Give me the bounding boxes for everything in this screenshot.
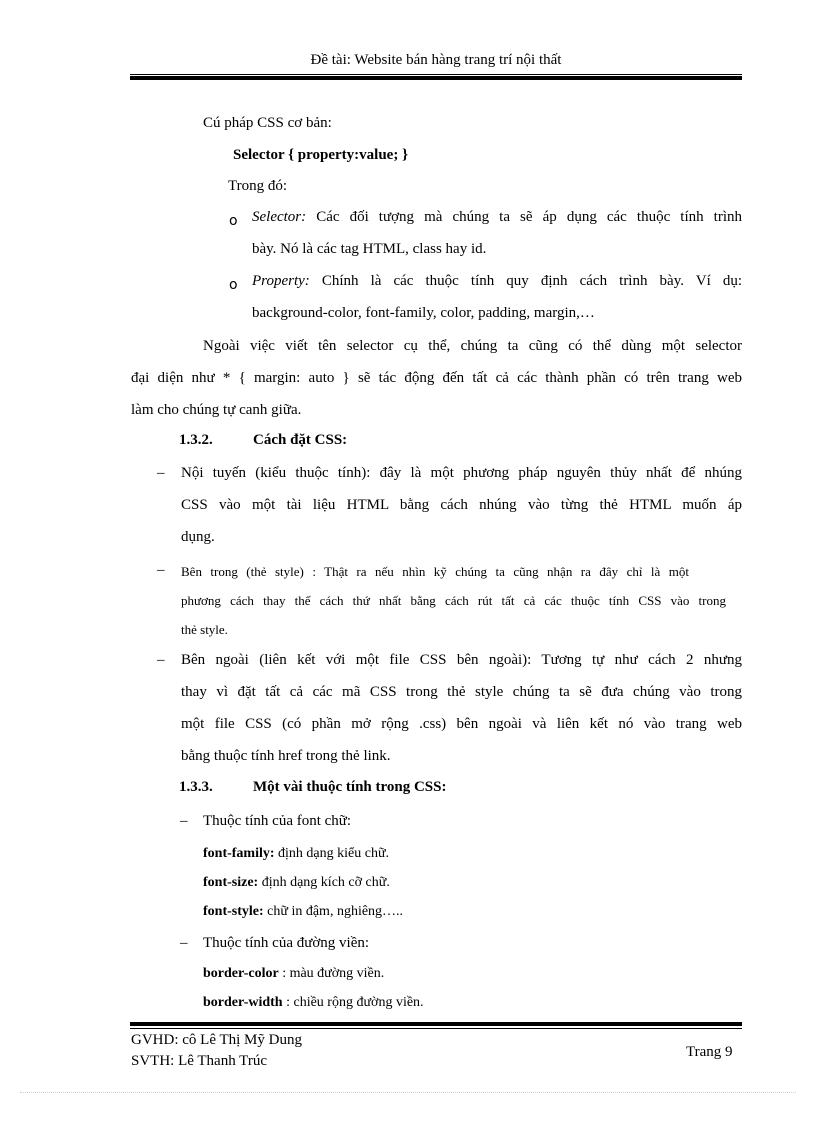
dash-icon: –: [157, 465, 165, 481]
footer-gvhd: GVHD: cô Lê Thị Mỹ Dung: [131, 1032, 302, 1048]
internal-line3: thẻ style.: [181, 622, 228, 637]
external-line4: bằng thuộc tính href trong thẻ link.: [181, 748, 391, 764]
internal-line1: Bên trong (thẻ style) : Thật ra nếu nhìn kỹ chúng ta cũng nhận ra đây chỉ là một: [181, 564, 689, 579]
font-prop-item: [203, 846, 389, 862]
selector-line1: [252, 209, 742, 226]
external-line3: một file CSS (có phần mở rộng .css) bên ngoài và liên kết nó vào trang web: [181, 716, 742, 732]
font-prop-item: [203, 875, 390, 891]
border-prop-item: [203, 966, 384, 982]
para-line3: làm cho chúng tự canh giữa.: [131, 402, 302, 418]
section-title-133: Một vài thuộc tính trong CSS:: [253, 779, 447, 795]
where-label: Trong đó:: [228, 178, 288, 194]
prop-name: border-color: [203, 966, 279, 981]
header-rule-thin: [130, 74, 742, 75]
footer-svth: SVTH: Lê Thanh Trúc: [131, 1053, 267, 1069]
dash-icon: –: [157, 652, 165, 668]
para-line2: đại diện như * { margin: auto } sẽ tác động đến tất cả các thành phần có trên trang web: [131, 370, 742, 386]
footer-rule-thin: [130, 1028, 742, 1029]
prop-name: border-width: [203, 995, 283, 1010]
dash-icon: –: [180, 813, 188, 829]
prop-name: font-size:: [203, 875, 259, 890]
document-header-title: Đề tài: Website bán hàng trang trí nội thất: [310, 52, 562, 68]
property-line2: background-color, font-family, color, padding, margin,…: [252, 305, 595, 321]
internal-line2: phương cách thay thế cách thứ nhất bằng cách rút tất cả các thuộc tính CSS vào trong: [181, 593, 726, 608]
prop-name: font-style:: [203, 904, 264, 919]
para-line1: Ngoài việc viết tên selector cụ thể, chúng ta cũng có thể dùng một selector: [203, 338, 742, 354]
property-line1: [252, 273, 742, 290]
prop-desc: chữ in đậm, nghiêng…..: [267, 904, 404, 919]
border-props-heading: Thuộc tính của đường viền:: [203, 935, 370, 951]
prop-desc: : chiều rộng đường viền.: [286, 995, 424, 1010]
header-rule-thick: [130, 76, 742, 80]
dash-icon: –: [157, 562, 165, 578]
prop-name: font-family:: [203, 846, 275, 861]
section-title-132: Cách đặt CSS:: [253, 432, 348, 448]
dash-icon: –: [180, 935, 188, 951]
inline-line2: CSS vào một tài liệu HTML bằng cách nhúng vào từng thẻ HTML muốn áp: [181, 497, 742, 513]
prop-desc: định dạng kiểu chữ.: [278, 846, 390, 861]
external-line2: thay vì đặt tất cả các mã CSS trong thẻ style chúng ta sẽ đưa chúng vào trong: [181, 684, 742, 700]
page-edge-dotted-line: [20, 1092, 796, 1093]
property-desc: Chính là các thuộc tính quy định cách trình bày. Ví dụ:: [321, 273, 743, 289]
section-number-133: 1.3.3.: [179, 779, 213, 795]
prop-desc: định dạng kích cỡ chữ.: [261, 875, 390, 890]
external-line1: Bên ngoài (liên kết với một file CSS bên ngoài): Tương tự như cách 2 nhưng: [181, 652, 742, 668]
prop-desc: : màu đường viền.: [282, 966, 385, 981]
section-number-132: 1.3.2.: [179, 432, 213, 448]
font-props-heading: Thuộc tính của font chữ:: [203, 813, 352, 829]
selector-desc: Các đối tượng mà chúng ta sẽ áp dụng các thuộc tính trình: [316, 209, 742, 225]
property-term: Property:: [252, 273, 310, 289]
syntax-intro: Cú pháp CSS cơ bản:: [203, 115, 332, 131]
selector-term: Selector:: [252, 209, 307, 225]
bullet-icon: o: [229, 213, 238, 229]
page-number: Trang 9: [686, 1044, 733, 1060]
inline-line3: dụng.: [181, 529, 215, 545]
inline-line1: Nội tuyến (kiểu thuộc tính): đây là một phương pháp nguyên thủy nhất để nhúng: [181, 465, 742, 481]
font-prop-item: [203, 904, 403, 920]
footer-rule-thick: [130, 1022, 742, 1026]
bullet-icon: o: [229, 277, 238, 293]
selector-line2: bày. Nó là các tag HTML, class hay id.: [252, 241, 487, 257]
syntax-code: Selector { property:value; }: [233, 147, 408, 163]
border-prop-item: [203, 995, 424, 1011]
